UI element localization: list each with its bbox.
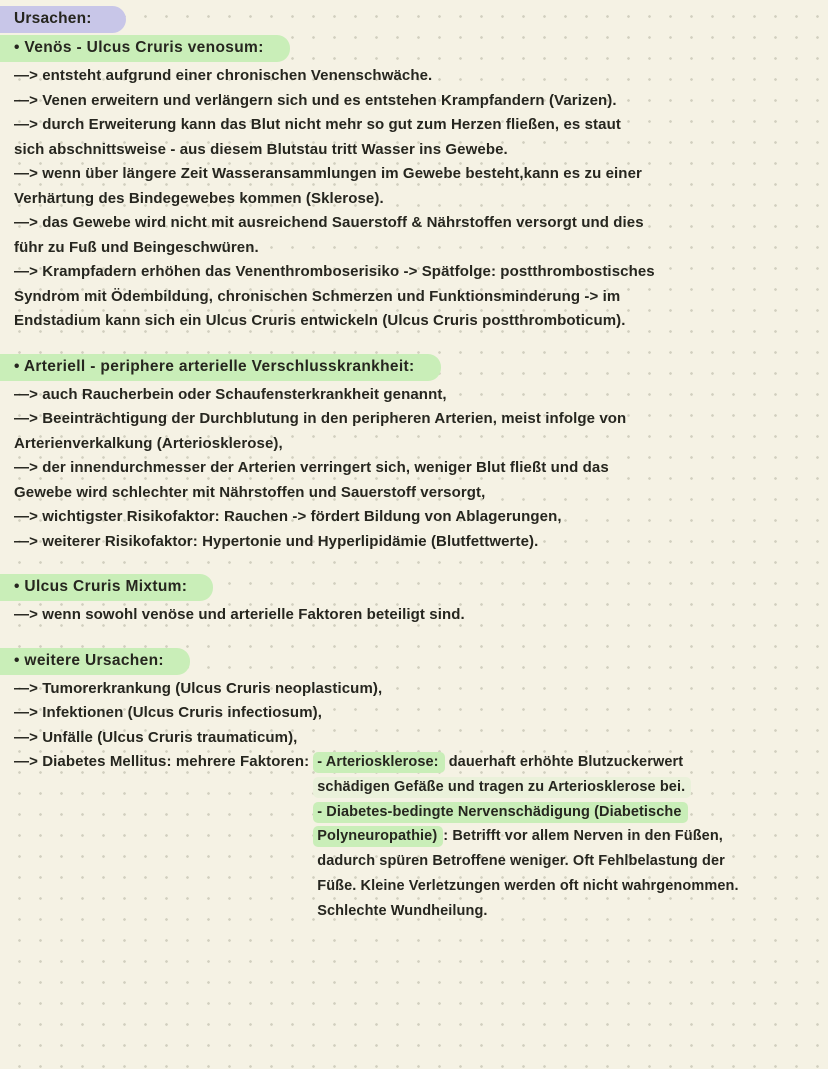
page-title: Ursachen: <box>14 10 92 27</box>
text-segment: Schlechte Wundheilung. <box>317 902 488 919</box>
note-line: —> Diabetes Mellitus: mehrere Faktoren: <box>14 753 310 770</box>
note-line <box>14 309 788 334</box>
section-heading: • Venös - Ulcus Cruris venosum: <box>14 39 264 56</box>
note-line <box>14 456 788 481</box>
text-segment: —> Venen erweitern und verlängern sich und es entstehen Krampfandern (Varizen). <box>14 91 617 109</box>
text-segment: Syndrom mit Ödembildung, chronischen Schmerzen und Funktionsminderung -> im <box>14 287 621 305</box>
section-heading: • Arteriell - periphere arterielle Verschlusskrankheit: <box>14 357 415 375</box>
text-segment: : Betrifft vor allem Nerven in den Füßen, <box>443 828 723 845</box>
highlight-pale: schädigen Gefäße und tragen zu Arteriosklerose bei. <box>313 777 691 798</box>
note-line-with-sideblock <box>14 750 788 924</box>
highlight-green: - Arteriosklerose: <box>313 752 444 773</box>
text-segment: —> Unfälle (Ulcus Cruris traumaticum), <box>14 728 298 746</box>
highlight-green: Polyneuropathie) <box>313 826 443 847</box>
text-segment: Endstadium kann sich ein Ulcus Cruris entwickeln (Ulcus Cruris postthromboticum). <box>14 312 626 329</box>
section-heading-highlight <box>0 574 213 601</box>
note-line <box>14 211 788 236</box>
note-section <box>14 35 788 334</box>
text-segment: dadurch spüren Betroffene weniger. Oft Fehlbelastung der <box>317 853 725 870</box>
text-segment: —> wenn über längere Zeit Wasseransammlungen im Gewebe besteht,kann es zu einer <box>14 165 642 182</box>
text-segment: Gewebe wird schlechter mit Nährstoffen und Sauerstoff versorgt, <box>14 483 486 501</box>
note-line <box>14 726 788 751</box>
note-line <box>317 849 738 874</box>
note-line <box>14 260 788 285</box>
note-line <box>14 383 788 408</box>
note-section <box>14 648 788 924</box>
note-line <box>14 285 788 310</box>
note-line <box>14 89 788 114</box>
text-segment: —> wichtigster Risikofaktor: Rauchen -> fördert Bildung von Ablagerungen, <box>14 508 562 525</box>
note-line <box>14 432 788 457</box>
note-line <box>14 603 788 628</box>
note-line <box>317 899 738 924</box>
note-line <box>14 530 788 555</box>
text-segment: Verhärtung des Bindegewebes kommen (Sklerose). <box>14 189 384 207</box>
text-segment: —> Tumorerkrankung (Ulcus Cruris neoplasticum), <box>14 679 383 697</box>
text-segment: —> Krampfadern erhöhen das Venenthromboserisiko -> Spätfolge: postthrombostisches <box>14 263 655 280</box>
text-segment: —> Infektionen (Ulcus Cruris infectiosum), <box>14 704 322 721</box>
section-heading: • Ulcus Cruris Mixtum: <box>14 578 188 595</box>
title-highlight <box>0 6 126 33</box>
note-line <box>14 113 788 138</box>
text-segment: dauerhaft erhöhte Blutzuckerwert <box>444 754 684 770</box>
note-line <box>14 407 788 432</box>
text-segment: —> auch Raucherbein oder Schaufensterkrankheit genannt, <box>14 385 447 403</box>
note-line <box>14 138 788 163</box>
text-segment: Arterienverkalkung (Arteriosklerose), <box>14 434 283 452</box>
text-segment: —> Beeinträchtigung der Durchblutung in den peripheren Arterien, meist infolge von <box>14 410 627 427</box>
note-line <box>317 874 738 899</box>
note-line <box>317 800 738 825</box>
note-line <box>317 775 738 800</box>
text-segment: —> weiterer Risikofaktor: Hypertonie und Hyperlipidämie (Blutfettwerte). <box>14 532 539 550</box>
note-line <box>14 236 788 261</box>
side-note-block <box>317 750 738 924</box>
note-line <box>14 187 788 212</box>
note-line <box>14 481 788 506</box>
note-line <box>317 750 738 775</box>
highlight-green: - Diabetes-bedingte Nervenschädigung (Diabetische <box>313 802 687 823</box>
text-segment: Füße. Kleine Verletzungen werden oft nicht wahrgenommen. <box>317 877 739 894</box>
note-line <box>14 677 788 702</box>
text-segment: sich abschnittsweise - aus diesem Blutstau tritt Wasser ins Gewebe. <box>14 140 508 158</box>
text-segment: —> der innendurchmesser der Arterien verringert sich, weniger Blut fließt und das <box>14 459 609 476</box>
note-line <box>14 162 788 187</box>
text-segment: —> entsteht aufgrund einer chronischen Venenschwäche. <box>14 67 433 84</box>
text-segment: —> das Gewebe wird nicht mit ausreichend Sauerstoff & Nährstoffen versorgt und dies <box>14 214 644 231</box>
note-line <box>14 701 788 726</box>
note-section <box>14 574 788 628</box>
section-heading-highlight <box>0 35 290 62</box>
section-heading: • weitere Ursachen: <box>14 651 164 669</box>
text-segment: —> wenn sowohl venöse und arterielle Faktoren beteiligt sind. <box>14 606 465 623</box>
text-segment: —> durch Erweiterung kann das Blut nicht mehr so gut zum Herzen fließen, es staut <box>14 116 621 133</box>
note-line <box>14 505 788 530</box>
note-line <box>317 824 738 849</box>
note-line <box>14 64 788 89</box>
section-heading-highlight <box>0 354 441 381</box>
text-segment: führ zu Fuß und Beingeschwüren. <box>14 238 259 256</box>
note-section <box>14 354 788 555</box>
section-heading-highlight <box>0 648 190 675</box>
sections-container <box>14 35 788 924</box>
